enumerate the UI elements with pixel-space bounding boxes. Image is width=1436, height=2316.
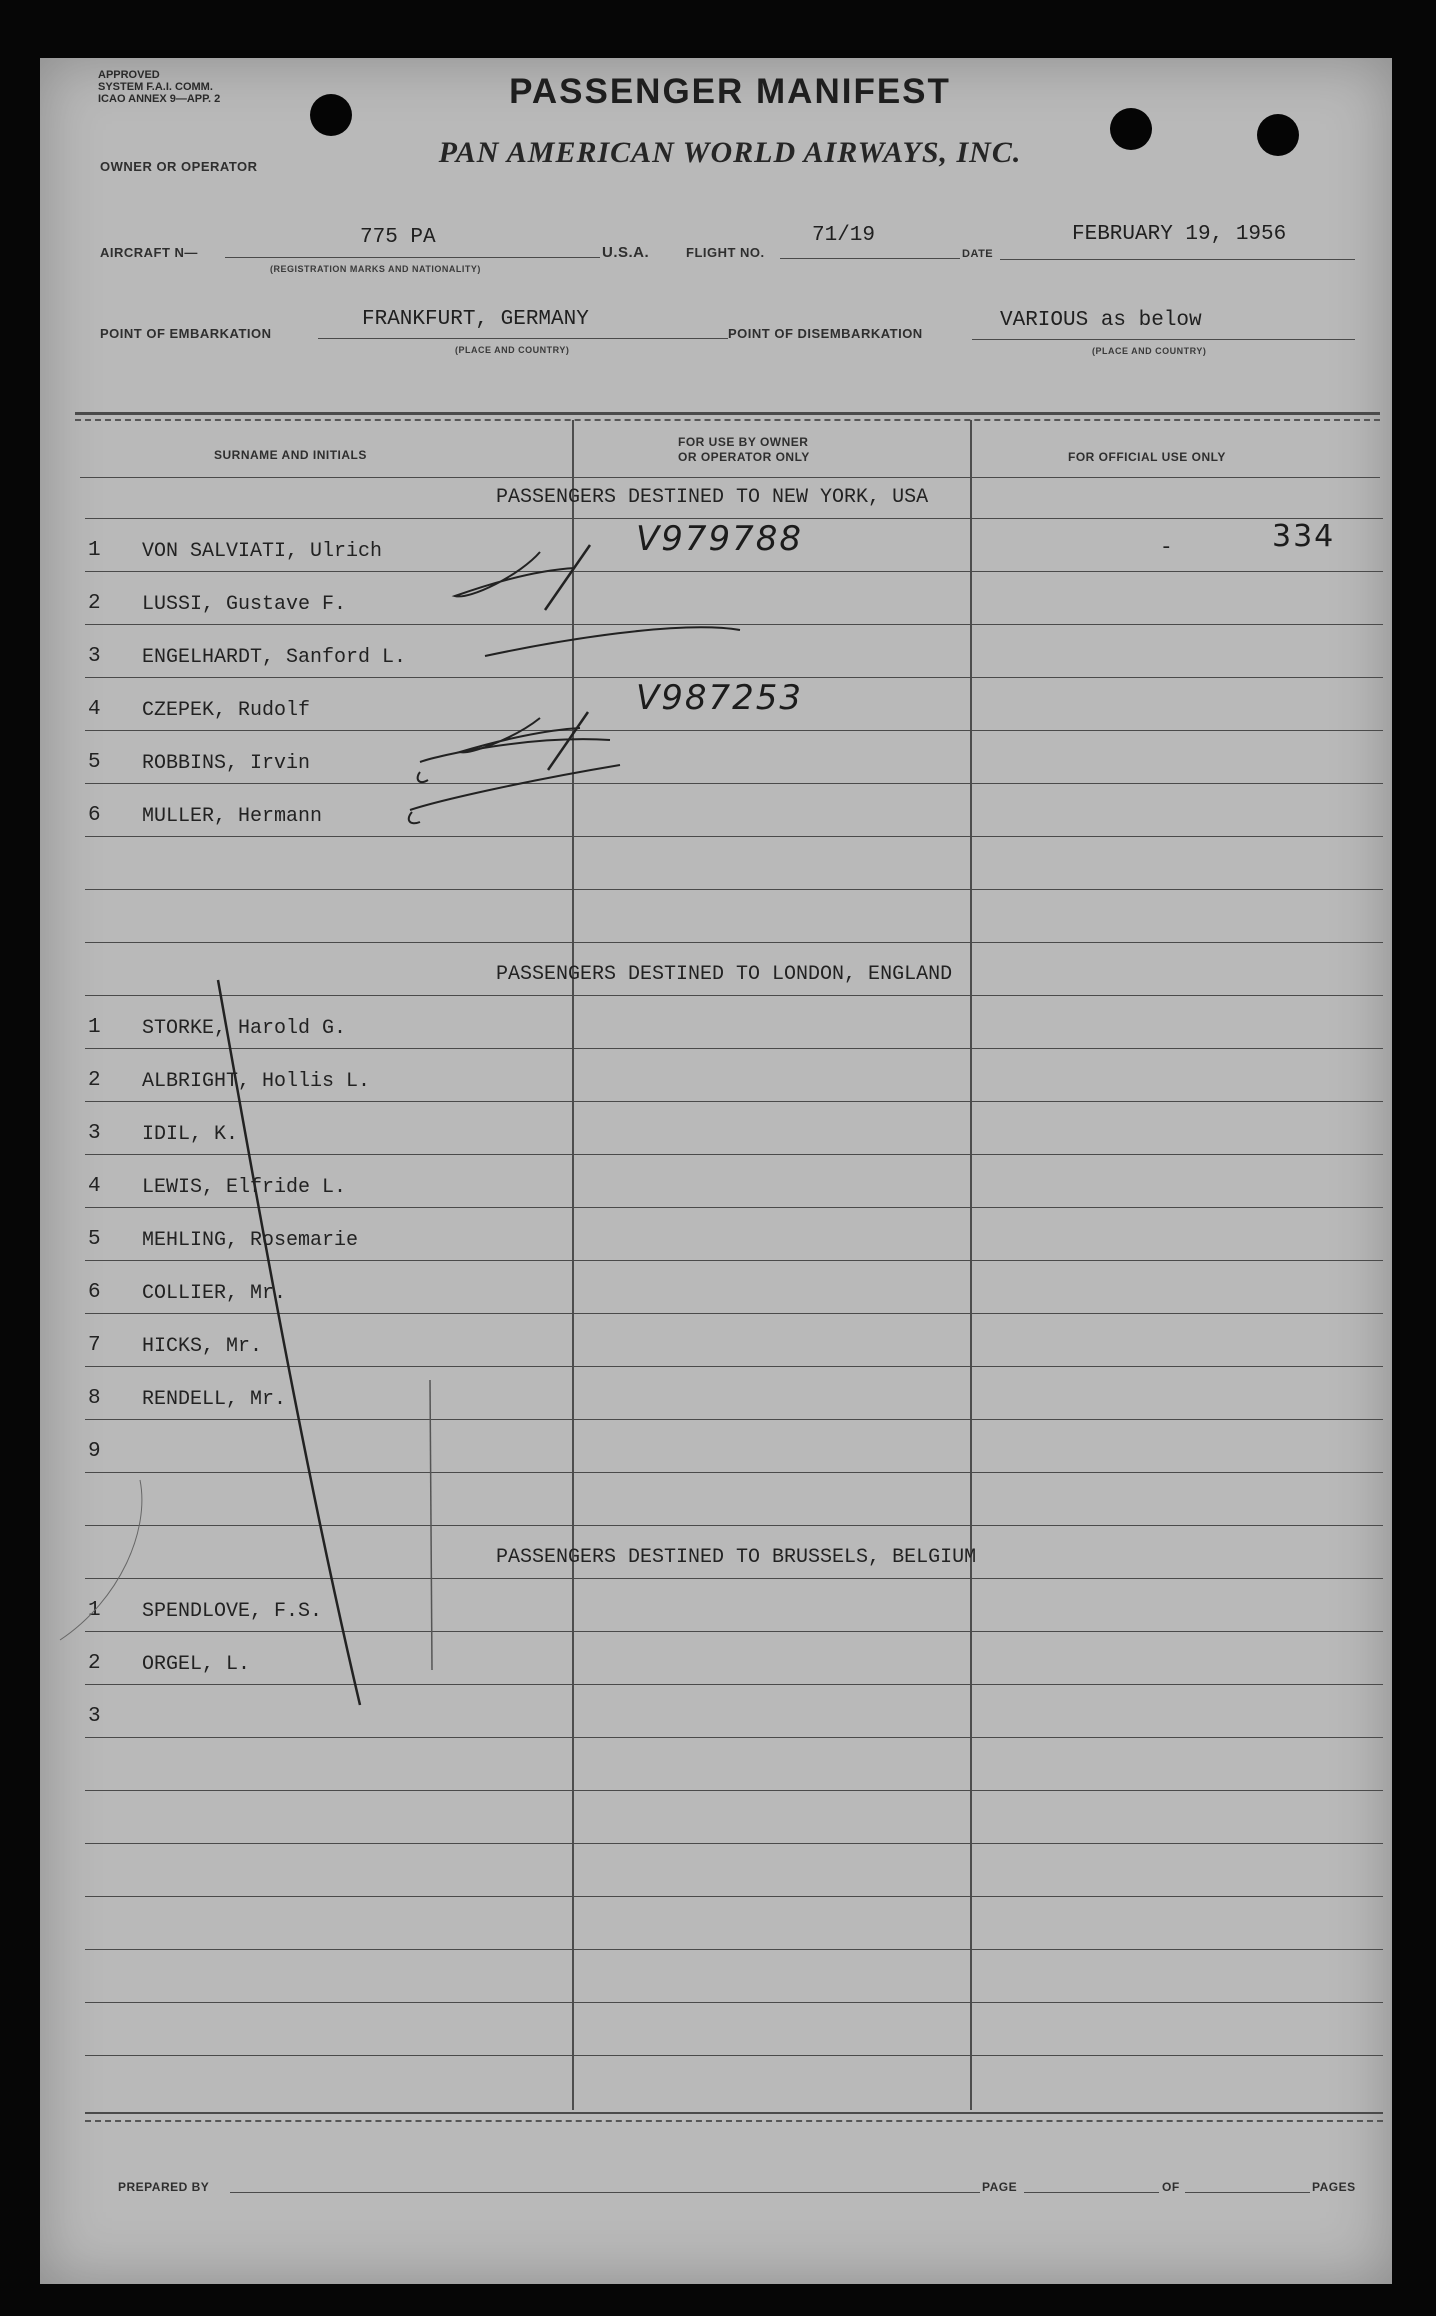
date-value: FEBRUARY 19, 1956 (1072, 223, 1287, 246)
passenger-name: LEWIS, Elfride L. (142, 1176, 347, 1199)
col-official-heading: FOR OFFICIAL USE ONLY (1068, 450, 1226, 464)
row-number: 6 (88, 1281, 101, 1304)
pages-label: PAGES (1312, 2180, 1356, 2194)
approval-line-1: APPROVED (98, 69, 160, 81)
section-heading: PASSENGERS DESTINED TO BRUSSELS, BELGIUM (496, 1546, 977, 1569)
approval-line-3: ICAO ANNEX 9—APP. 2 (98, 93, 221, 105)
row-number: 7 (88, 1334, 101, 1357)
passenger-name: ALBRIGHT, Hollis L. (142, 1070, 371, 1093)
flight-label: FLIGHT NO. (686, 245, 765, 260)
passenger-name: RENDELL, Mr. (142, 1388, 287, 1411)
official-mark: - (1160, 537, 1173, 560)
passenger-name: IDIL, K. (142, 1123, 239, 1146)
row-number: 8 (88, 1387, 101, 1410)
passenger-name: SPENDLOVE, F.S. (142, 1600, 323, 1623)
section-heading: PASSENGERS DESTINED TO LONDON, ENGLAND (496, 963, 953, 986)
approval-line-2: SYSTEM F.A.I. COMM. (98, 81, 213, 93)
passenger-name: MULLER, Hermann (142, 805, 323, 828)
row-number: 2 (88, 1069, 101, 1092)
row-number: 2 (88, 592, 101, 615)
usa-label: U.S.A. (602, 244, 650, 261)
col-owner-heading-2: OR OPERATOR ONLY (678, 450, 810, 464)
row-number: 3 (88, 1122, 101, 1145)
passenger-name: ENGELHARDT, Sanford L. (142, 646, 407, 669)
disembarkation-sublabel: (PLACE AND COUNTRY) (1092, 346, 1207, 356)
row-number: 3 (88, 1705, 101, 1728)
embarkation-value: FRANKFURT, GERMANY (362, 308, 589, 331)
col-surname-heading: SURNAME AND INITIALS (214, 448, 367, 462)
passenger-name: STORKE, Harold G. (142, 1017, 347, 1040)
row-number: 1 (88, 539, 101, 562)
row-number: 3 (88, 645, 101, 668)
aircraft-value: 775 PA (360, 226, 436, 249)
disembarkation-value: VARIOUS as below (1000, 309, 1202, 332)
of-label: OF (1162, 2180, 1180, 2194)
passenger-name: HICKS, Mr. (142, 1335, 263, 1358)
passenger-name: VON SALVIATI, Ulrich (142, 540, 383, 563)
aircraft-label: AIRCRAFT N— (100, 245, 198, 260)
date-label: DATE (962, 248, 994, 260)
passenger-name: CZEPEK, Rudolf (142, 699, 311, 722)
col-owner-heading-1: FOR USE BY OWNER (678, 435, 809, 449)
passport-number: V979788 (636, 519, 804, 559)
row-number: 9 (88, 1440, 101, 1463)
passport-number: V987253 (636, 678, 804, 718)
airline-name: PAN AMERICAN WORLD AIRWAYS, INC. (438, 136, 1022, 169)
passenger-name: MEHLING, Rosemarie (142, 1229, 359, 1252)
row-number: 4 (88, 698, 101, 721)
row-number: 2 (88, 1652, 101, 1675)
passenger-name: COLLIER, Mr. (142, 1282, 287, 1305)
embarkation-sublabel: (PLACE AND COUNTRY) (455, 345, 570, 355)
row-number: 5 (88, 1228, 101, 1251)
owner-label: OWNER OR OPERATOR (100, 159, 258, 174)
page-title: PASSENGER MANIFEST (509, 72, 951, 111)
aircraft-sublabel: (REGISTRATION MARKS AND NATIONALITY) (270, 264, 481, 274)
row-number: 1 (88, 1016, 101, 1039)
row-number: 6 (88, 804, 101, 827)
official-note: 334 (1272, 519, 1336, 554)
prepared-by-label: PREPARED BY (118, 2180, 210, 2194)
passenger-name: LUSSI, Gustave F. (142, 593, 347, 616)
embarkation-label: POINT OF EMBARKATION (100, 326, 272, 341)
passenger-name: ROBBINS, Irvin (142, 752, 311, 775)
row-number: 5 (88, 751, 101, 774)
row-number: 1 (88, 1599, 101, 1622)
page-label: PAGE (982, 2180, 1018, 2194)
disembarkation-label: POINT OF DISEMBARKATION (728, 326, 923, 341)
section-heading: PASSENGERS DESTINED TO NEW YORK, USA (496, 486, 929, 509)
passenger-name: ORGEL, L. (142, 1653, 251, 1676)
flight-value: 71/19 (812, 224, 876, 247)
row-number: 4 (88, 1175, 101, 1198)
